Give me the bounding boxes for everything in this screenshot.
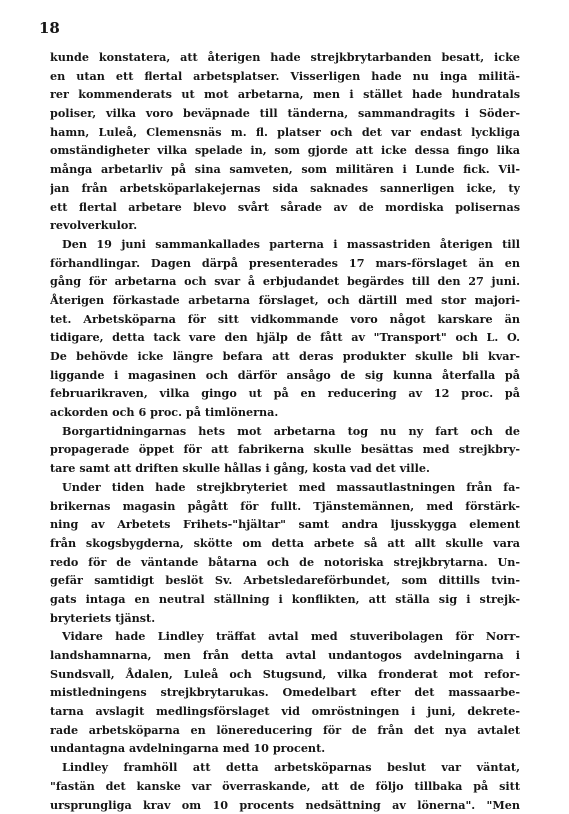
text-line: ackorden och 6 proc. på timlönerna. [50,403,520,422]
text-line: landshamnarna, men från detta avtal undantogos avdelningarna i [50,646,520,665]
text-line: gång för arbetarna och svar å erbjudandet begärdes till den 27 juni. [50,272,520,291]
text-line: liggande i magasinen och därför ansågo de sig kunna återfalla på [50,366,520,385]
text-line: "fastän det kanske var överraskande, att de följo tillbaka på sitt [50,777,520,796]
text-line: tarna avslagit medlingsförslaget vid omröstningen i juni, dekrete- [50,702,520,721]
text-line: Den 19 juni sammankallades parterna i massastriden återigen till [50,235,520,254]
text-line: gefär samtidigt beslöt Sv. Arbetsledareförbundet, som dittills tvin- [50,571,520,590]
text-line: många arbetarliv på sina samveten, som militären i Lunde fick. Vil- [50,160,520,179]
text-line: ning av Arbetets Frihets-"hjältar" samt andra ljusskygga element [50,515,520,534]
text-line: förhandlingar. Dagen därpå presenterades 17 mars-förslaget än en [50,254,520,273]
body-text [50,48,520,814]
text-line: rade arbetsköparna en lönereducering för de från det nya avtalet [50,721,520,740]
text-line: Vidare hade Lindley träffat avtal med stuveribolagen för Norr- [50,627,520,646]
text-line: mistledningens strejkbrytarukas. Omedelbart efter det massaarbe- [50,683,520,702]
text-line: brikernas magasin pågått för fullt. Tjänstemännen, med förstärk- [50,497,520,516]
text-line: tare samt att driften skulle hållas i gång, kosta vad det ville. [50,459,520,478]
text-line: tidigare, detta tack vare den hjälp de fått av "Transport" och L. O. [50,328,520,347]
text-line: tet. Arbetsköparna för sitt vidkommande voro något karskare än [50,310,520,329]
text-line: ursprungliga krav om 10 procents nedsättning av lönerna". "Men [50,796,520,814]
text-line: gats intaga en neutral ställning i konflikten, att ställa sig i strejk- [50,590,520,609]
text-line: en utan ett flertal arbetsplatser. Visserligen hade nu inga militä- [50,67,520,86]
text-line: hamn, Luleå, Clemensnäs m. fl. platser och det var endast lyckliga [50,123,520,142]
text-line: De behövde icke längre befara att deras produkter skulle bli kvar- [50,347,520,366]
text-line: undantagna avdelningarna med 10 procent. [50,739,520,758]
text-line: redo för de väntande båtarna och de notoriska strejkbrytarna. Un- [50,553,520,572]
text-line: bryteriets tjänst. [50,609,520,628]
text-line: poliser, vilka voro beväpnade till tänderna, sammandragits i Söder- [50,104,520,123]
text-line: Sundsvall, Ådalen, Luleå och Stugsund, vilka fronderat mot refor- [50,665,520,684]
text-line: kunde konstatera, att återigen hade strejkbrytarbanden besatt, icke [50,48,520,67]
text-line: propagerade öppet för att fabrikerna skulle besättas med strejkbry- [50,440,520,459]
text-line: Under tiden hade strejkbryteriet med massautlastningen från fa- [50,478,520,497]
text-line: ett flertal arbetare blevo svårt sårade av de mordiska polisernas [50,198,520,217]
text-line: från skogsbygderna, skötte om detta arbete så att allt skulle vara [50,534,520,553]
text-line: Borgartidningarnas hets mot arbetarna tog nu ny fart och de [50,422,520,441]
text-line: revolverkulor. [50,216,520,235]
text-line: rer kommenderats ut mot arbetarna, men i stället hade hundratals [50,85,520,104]
text-line: februarikraven, vilka gingo ut på en reducering av 12 proc. på [50,384,520,403]
page-number: 18 [39,18,60,38]
text-line: Lindley framhöll att detta arbetsköparnas beslut var väntat, [50,758,520,777]
text-line: Återigen förkastade arbetarna förslaget, och därtill med stor majori- [50,291,520,310]
text-line: omständigheter vilka spelade in, som gjorde att icke dessa fingo lika [50,141,520,160]
text-line: jan från arbetsköparlakejernas sida saknades sannerligen icke, ty [50,179,520,198]
